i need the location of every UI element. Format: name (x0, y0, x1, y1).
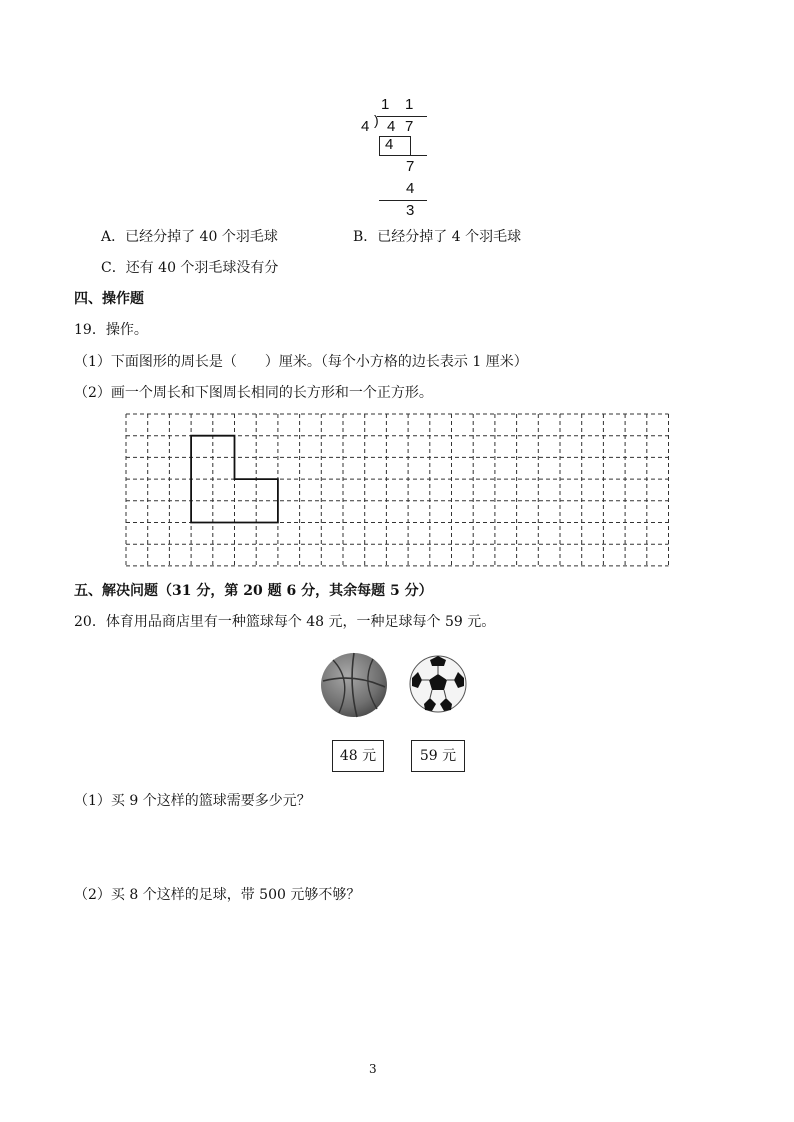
dividend-digit-2: 7 (405, 118, 414, 135)
section-4-title: 四、操作题 (74, 291, 144, 307)
remainder-2: 3 (406, 202, 415, 219)
dashed-grid (124, 412, 670, 568)
boxed-product (379, 136, 411, 156)
section-5-title: 五、解决问题（31 分，第 20 题 6 分，其余每题 5 分） (74, 583, 433, 599)
boxed-product-digit: 4 (385, 136, 394, 153)
page-number: 3 (369, 1062, 377, 1076)
product-2: 4 (406, 180, 415, 197)
question-20: 20．体育用品商店里有一种篮球每个 48 元，一种足球每个 59 元。 (74, 614, 496, 630)
football-price-tag: 59 元 (411, 740, 465, 772)
divisor: 4 (361, 118, 370, 135)
division-line-2 (379, 200, 427, 201)
division-line-1 (379, 155, 427, 156)
option-a: A．已经分掉了 40 个羽毛球 (101, 229, 278, 245)
remainder-1: 7 (406, 158, 415, 175)
basketball-price-tag: 48 元 (332, 740, 384, 772)
quotient-digit-2: 1 (405, 96, 414, 113)
question-19: 19．操作。 (74, 322, 148, 338)
division-top-line (377, 116, 427, 117)
question-20-part-1: （1）买 9 个这样的篮球需要多少元？ (74, 793, 311, 809)
question-19-part-1: （1）下面图形的周长是（ ）厘米。（每个小方格的边长表示 1 厘米） (74, 354, 528, 370)
long-division-figure (355, 96, 445, 222)
dividend-digit-1: 4 (387, 118, 396, 135)
division-bracket: ) (374, 112, 379, 128)
option-c: C．还有 40 个羽毛球没有分 (101, 260, 279, 276)
quotient-digit-1: 1 (381, 96, 390, 113)
question-19-part-2: （2）画一个周长和下图周长相同的长方形和一个正方形。 (74, 385, 433, 401)
question-20-part-2: （2）买 8 个这样的足球，带 500 元够不够？ (74, 887, 361, 903)
basketball-image (319, 651, 389, 719)
football-image (408, 654, 468, 714)
option-b: B．已经分掉了 4 个羽毛球 (353, 229, 522, 245)
